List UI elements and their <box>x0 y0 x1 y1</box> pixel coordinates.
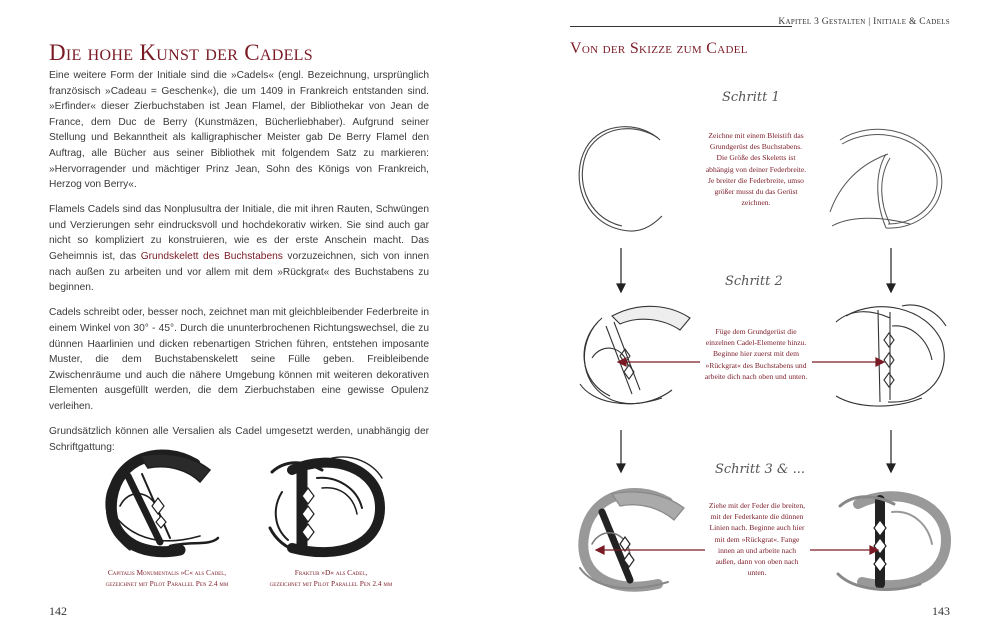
paragraph-4: Grundsätzlich können alle Versalien als Cadel umgesetzt werden, unabhängig der Schriftgattung: <box>49 425 429 453</box>
caption-d-line-2: gezeichnet mit Pilot Parallel Pen 2.4 mm <box>269 578 393 588</box>
caption-d <box>236 568 426 589</box>
caption-c <box>72 568 262 589</box>
page-title: Die hohe Kunst der Cadels <box>49 40 313 65</box>
highlight-term: Grundskelett des Buchstabens <box>140 251 283 263</box>
body-text <box>49 68 429 465</box>
caption-c-line-1: Capitalis Monumentalis »C« als Cadel, <box>107 568 227 577</box>
flow-arrows <box>500 0 1000 640</box>
step-2-label: Schritt 2 <box>725 274 783 289</box>
page-number-right: 143 <box>932 604 950 618</box>
caption-d-line-1: Fraktur »D« als Cadel, <box>294 568 368 577</box>
note-step-3: Ziehe mit der Feder die breiten, mit der Federkante die dünnen Linien nach. Beginne auch hier mit dem »Rückgrat«. Fange innen an und arbeite nach außen, dann von oben nach unten. <box>708 501 806 578</box>
right-page <box>500 0 1000 640</box>
paragraph-2-text-a: Flamels Cadels sind das Nonplusultra der Initiale, die mit ihren Rauten, Schwüngen und Verzierungen sehr eindrucksvoll und hochdekorativ wirken. Sie sind auch gar nicht so kompliziert zu konstruieren, wie es der erste Anschein macht. Das Geheimnis ist, das <box>49 204 429 263</box>
paragraph-2 <box>49 202 429 296</box>
paragraph-1: Eine weitere Form der Initiale sind die »Cadels« (engl. Bezeichnung, ursprünglich französisch »Cadeau = Geschenk«), die um 1409 in Frankreich entstanden sind. »Erfinder« dieser Zierbuchstaben ist Jean Flamel, der Bibliothekar von Jean de France, dem Duc de Berry (Kunstmäzen, Bücherliebhaber). Aufgrund seiner Stellung und Bekanntheit als kalligraphischer Meister gab De Berry Flamel den Auftrag, alle Bücher aus seiner Bibliothek mit folgendem Satz zu markieren: »Hervorragender und mächtiger Prinz Jean, Sohn des Königs von Frankreich, Herzog von Berry«. <box>49 70 429 191</box>
note-step-2: Füge dem Grundgerüst die einzelnen Cadel-Elemente hinzu. Beginne hier zuerst mit dem »Rückgrat« des Buchstabens und arbeite dich nach oben und unten. <box>704 327 808 381</box>
section-subtitle: Von der Skizze zum Cadel <box>570 40 748 57</box>
paragraph-3: Cadels schreibt oder, besser noch, zeichnet man mit gleichbleibender Federbreite in einem Winkel von 30° - 45°. Durch die ununterbrochenen Richtungswechsel, die zu dünnen Haarlinien und dicken rebenartigen Strichen führen, entstehen imposante Muster, die dem Buchstabenskelett seine Fülle geben. Freibleibende Zwischenräume und auch die nähere Umgebung können mit weiteren dekorativen Elementen ausgefüllt werden, die dem Zierbuchstaben eine gewisse Opulenz verleihen. <box>49 307 429 412</box>
running-head: Kapitel 3 Gestalten | Initiale & Cadels <box>778 17 950 27</box>
cadel-d-illustration <box>262 448 392 564</box>
note-step-1: Zeichne mit einem Bleistift das Grundgerüst des Buchstabens. Die Größe des Skeletts ist abhängig von deiner Federbreite. Je breiter die Federbreite, umso größer musst du das Gerüst zeichnen. <box>705 131 807 208</box>
cadel-c-illustration <box>100 446 230 564</box>
step-3-label: Schritt 3 & ... <box>715 462 806 477</box>
paragraph-2-text-b: vorzuzeichnen, sich von innen nach außen zu arbeiten und vor allem mit dem »Rückgrat« des Buchstabens zu beginnen. <box>49 251 430 294</box>
page-number-left: 142 <box>49 604 67 618</box>
caption-c-line-2: gezeichnet mit Pilot Parallel Pen 2.4 mm <box>105 578 229 588</box>
step-1-label: Schritt 1 <box>722 90 780 105</box>
